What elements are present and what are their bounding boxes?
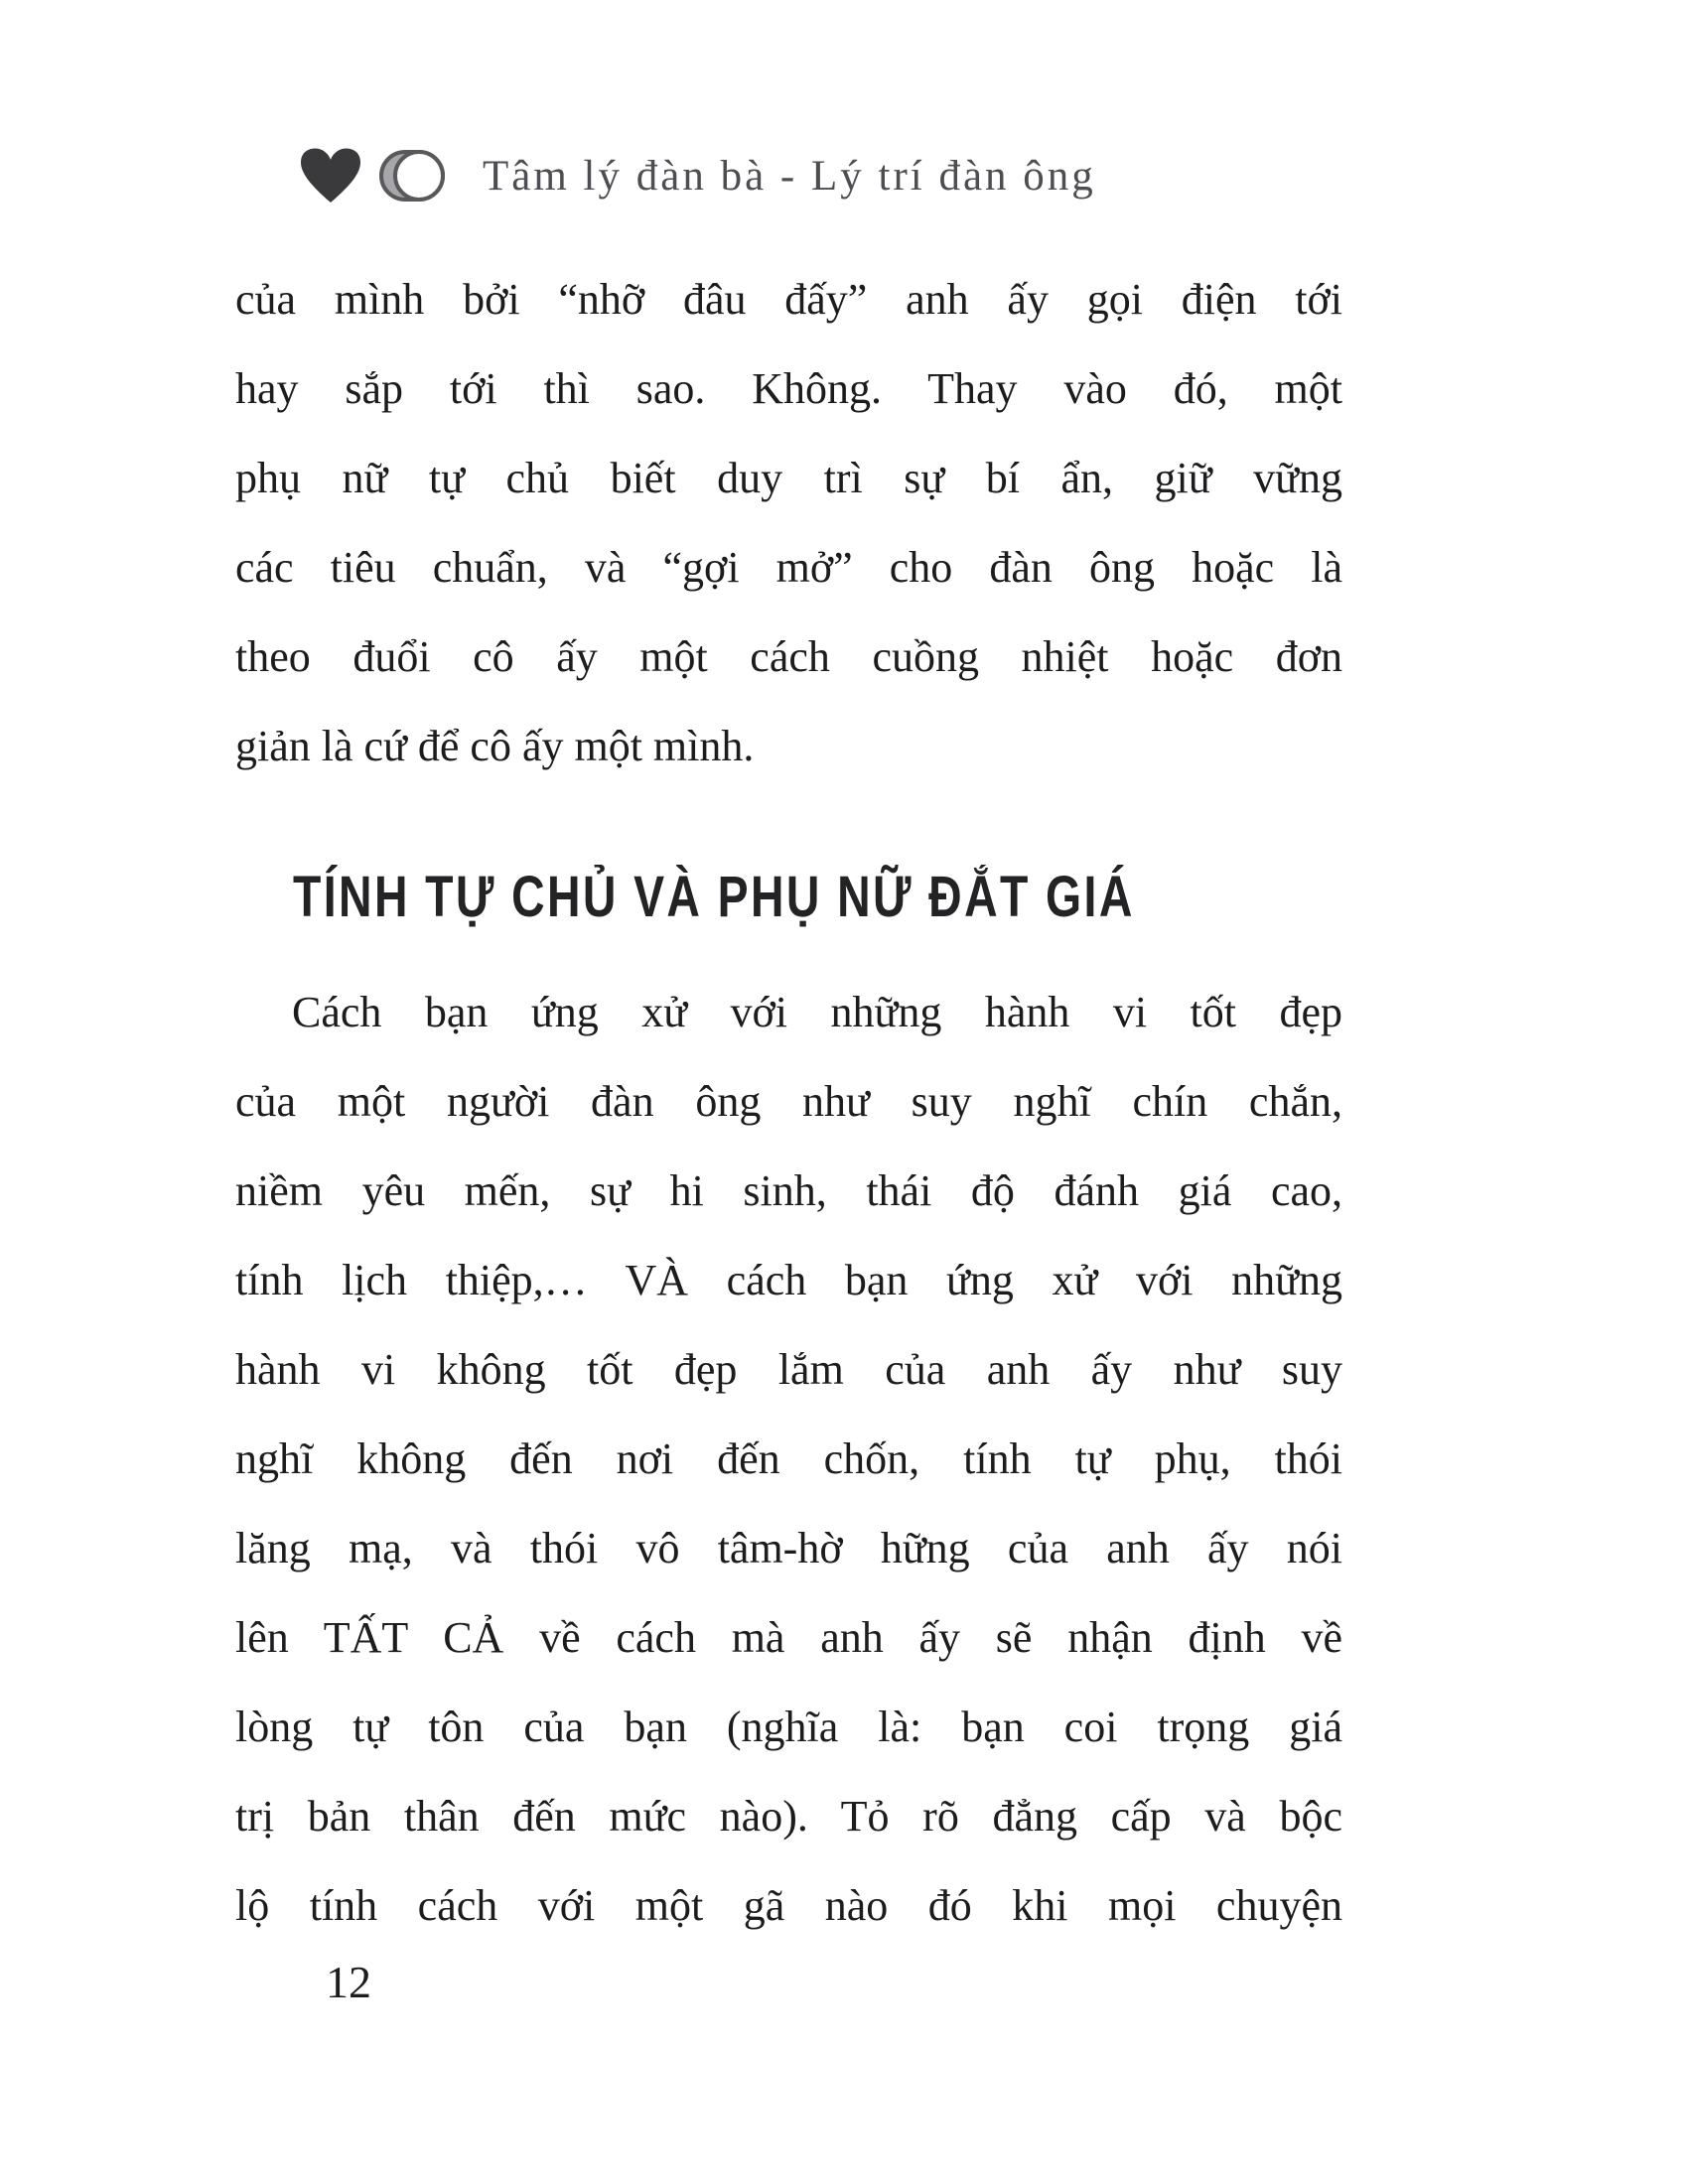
page-number: 12 <box>326 1957 371 2007</box>
text-line: các tiêu chuẩn, và “gợi mở” cho đàn ông hoặc là <box>235 543 1342 592</box>
text-line: giản là cứ để cô ấy một mình. <box>235 722 755 770</box>
running-header <box>299 143 1096 208</box>
text-line: lòng tự tôn của bạn (nghĩa là: bạn coi trọng giá <box>235 1703 1342 1751</box>
text-line: tính lịch thiệp,… VÀ cách bạn ứng xử với những <box>235 1256 1342 1304</box>
text-line: nghĩ không đến nơi đến chốn, tính tự phụ, thói <box>235 1434 1342 1483</box>
text-line: theo đuổi cô ấy một cách cuồng nhiệt hoặc đơn <box>235 632 1342 681</box>
text-line: lăng mạ, và thói vô tâm-hờ hững của anh ấy nói <box>235 1524 1342 1572</box>
text-line: của một người đàn ông như suy nghĩ chín chắn, <box>235 1077 1342 1126</box>
text-line: hay sắp tới thì sao. Không. Thay vào đó, một <box>235 364 1342 413</box>
heart-icon <box>299 145 362 206</box>
paragraph-1 <box>235 255 1342 791</box>
toggle-switch-icon <box>379 150 445 202</box>
text-line: Cách bạn ứng xử với những hành vi tốt đẹp <box>292 988 1342 1036</box>
text-line: lộ tính cách với một gã nào đó khi mọi chuyện <box>235 1881 1342 1930</box>
running-header-title: Tâm lý đàn bà - Lý trí đàn ông <box>483 152 1096 200</box>
text-line: lên TẤT CẢ về cách mà anh ấy sẽ nhận định về <box>235 1613 1342 1662</box>
text-line: phụ nữ tự chủ biết duy trì sự bí ẩn, giữ vững <box>235 454 1342 502</box>
toggle-knob <box>393 150 445 202</box>
paragraph-2 <box>235 968 1342 1951</box>
text-line: trị bản thân đến mức nào). Tỏ rõ đẳng cấp và bộc <box>235 1792 1342 1841</box>
text-line: niềm yêu mến, sự hi sinh, thái độ đánh giá cao, <box>235 1166 1342 1215</box>
text-line: hành vi không tốt đẹp lắm của anh ấy như suy <box>235 1345 1342 1394</box>
section-heading: TÍNH TỰ CHỦ VÀ PHỤ NỮ ĐẮT GIÁ <box>293 865 1135 929</box>
text-line: của mình bởi “nhỡ đâu đấy” anh ấy gọi điện tới <box>235 275 1342 324</box>
